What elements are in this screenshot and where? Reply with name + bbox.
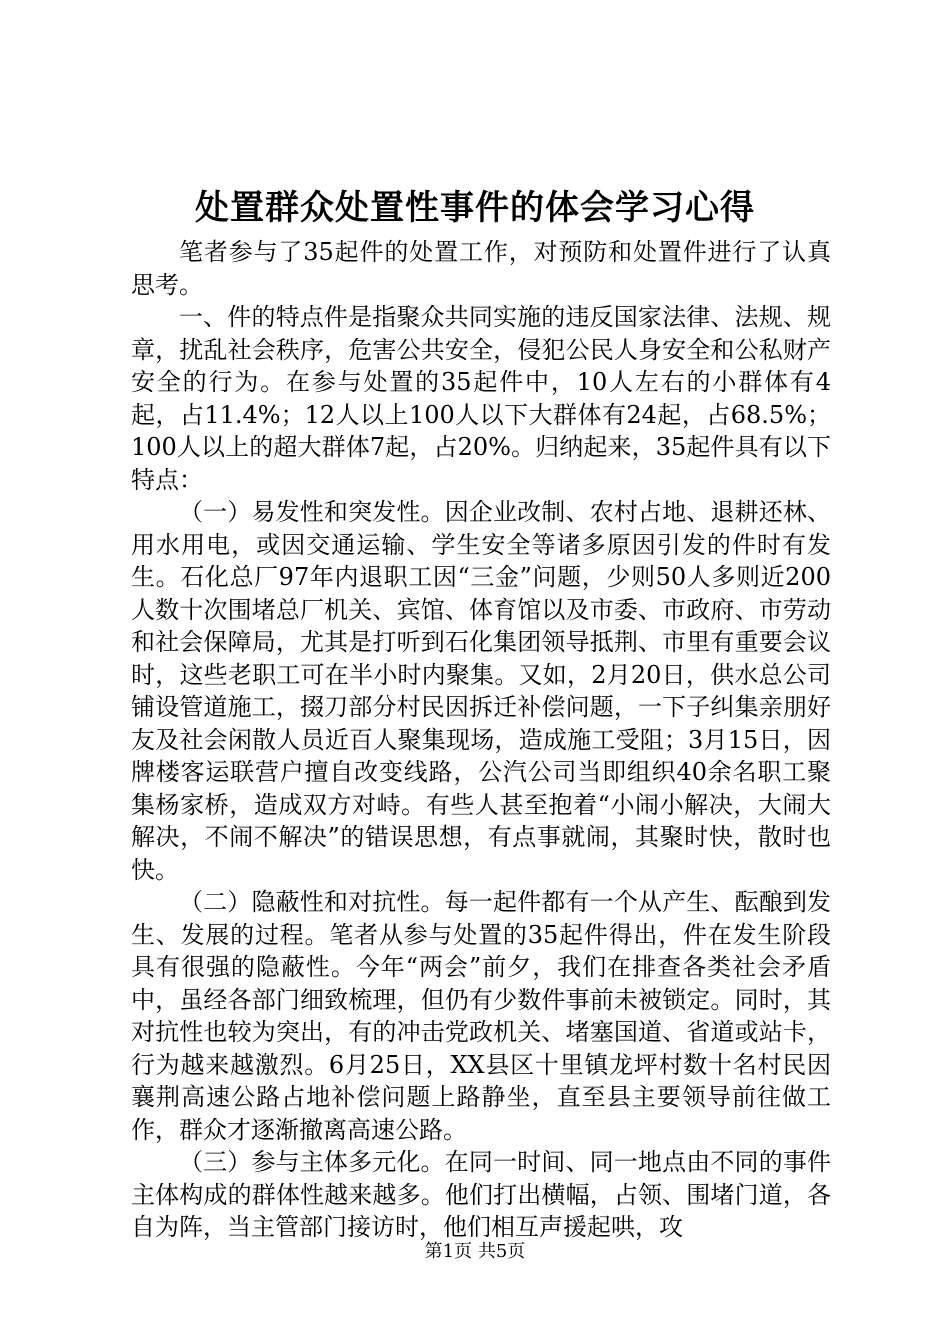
document-body bbox=[131, 236, 831, 1244]
paragraph-features: 一、件的特点件是指聚众共同实施的违反国家法律、法规、规章，扰乱社会秩序，危害公共安全，侵犯公民人身安全和公私财产安全的行为。在参与处置的35起件中，10人左右的小群体有4起，占11.4%；12人以上100人以下大群体有24起，占68.5%；100人以上的超大群体7起，占20%。归纳起来，35起件具有以下特点： bbox=[131, 303, 831, 494]
page-number-footer: 第1页 共5页 bbox=[424, 1241, 526, 1262]
document-title: 处置群众处置性事件的体会学习心得 bbox=[195, 188, 755, 228]
paragraph-sudden: （一）易发性和突发性。因企业改制、农村占地、退耕还林、用水用电，或因交通运输、学生安全等诸多原因引发的件时有发生。石化总厂97年内退职工因“三金”问题，少则50人多则近200人数十次围堵总厂机关、宾馆、体育馆以及市委、市政府、市劳动和社会保障局，尤其是打听到石化集团领导抵荆、市里有重要会议时，这些老职工可在半小时内聚集。又如，2月20日，供水总公司铺设管道施工，掇刀部分村民因拆迁补偿问题，一下子纠集亲朋好友及社会闲散人员近百人聚集现场，造成施工受阻；3月15日，因牌楼客运联营户擅自改变线路，公汽公司当即组织40余名职工聚集杨家桥，造成双方对峙。有些人甚至抱着“小闹小解决，大闹大解决，不闹不解决”的错误思想，有点事就闹，其聚时快，散时也快。 bbox=[131, 498, 831, 884]
paragraph-diverse: （三）参与主体多元化。在同一时间、同一地点由不同的事件主体构成的群体性越来越多。他们打出横幅，占领、围堵门道，各自为阵，当主管部门接访时，他们相互声援起哄，攻 bbox=[131, 1148, 831, 1241]
paragraph-hidden: （二）隐蔽性和对抗性。每一起件都有一个从产生、酝酿到发生、发展的过程。笔者从参与处置的35起件得出，件在发生阶段具有很强的隐蔽性。今年“两会”前夕，我们在排查各类社会矛盾中，虽经各部门细致梳理，但仍有少数件事前未被锁定。同时，其对抗性也较为突出，有的冲击党政机关、堵塞国道、省道或站卡，行为越来越激烈。6月25日，XX县区十里镇龙坪村数十名村民因襄荆高速公路占地补偿问题上路静坐，直至县主要领导前往做工作，群众才逐渐撤离高速公路。 bbox=[131, 888, 831, 1144]
paragraph-intro: 笔者参与了35起件的处置工作，对预防和处置件进行了认真思考。 bbox=[131, 238, 831, 299]
